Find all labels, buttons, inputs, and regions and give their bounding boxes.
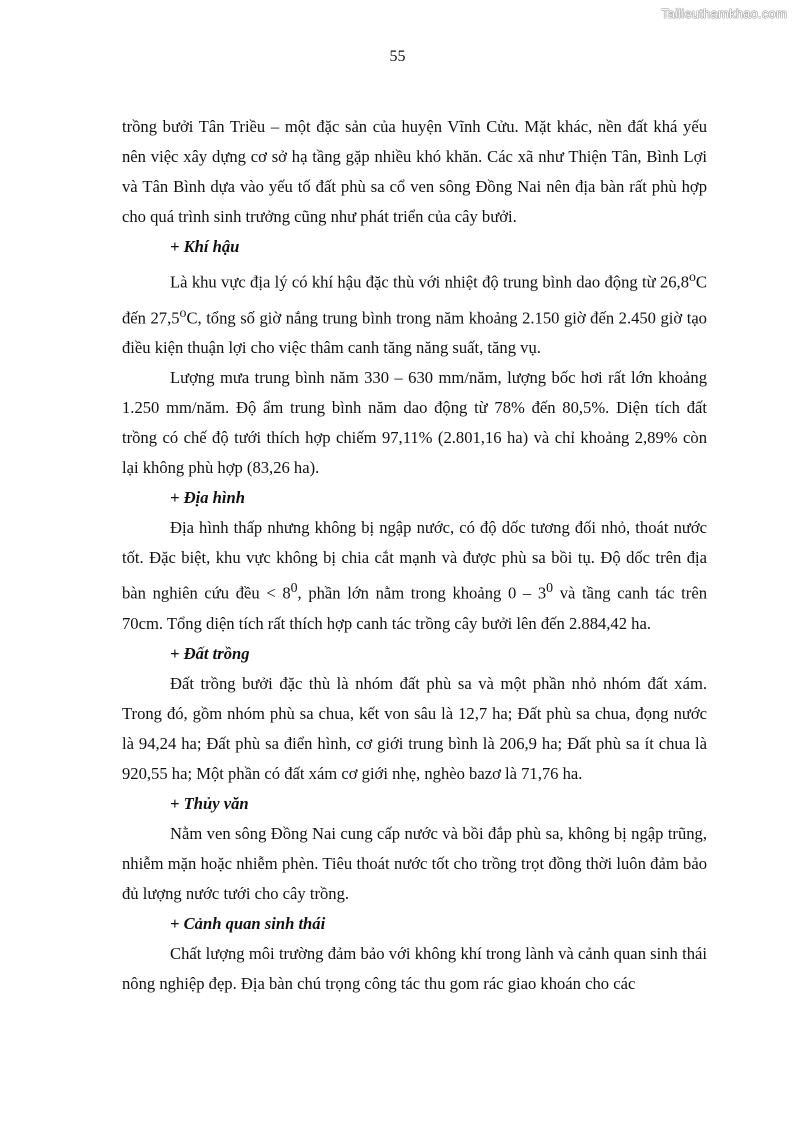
superscript: 0 — [290, 580, 298, 596]
page-number: 55 — [389, 48, 406, 65]
paragraph-dat-trong: Đất trồng bưởi đặc thù là nhóm đất phù sa và một phần nhỏ nhóm đất xám. Trong đó, gồm nhóm phù sa chua, kết von sâu là 12,7 ha; Đất phù sa chua, đọng nước là 94,24 ha; Đất phù sa điển hình, cơ giới trung bình là 206,9 ha; Đất phù sa ít chua là 920,55 ha; Một phần có đất xám cơ giới nhẹ, nghèo bazơ là 71,76 ha. — [122, 673, 707, 783]
text-segment: Địa hình thấp nhưng không bị ngập nước, có độ dốc tương đối nhỏ, thoát nước tốt. Đặc biệt, khu vực không bị chia cắt mạnh và được phù sa bồi tụ. Độ dốc trên địa bàn nghiên cứu đều < 8 — [122, 518, 707, 603]
paragraph-khi-hau-rainfall: Lượng mưa trung bình năm 330 – 630 mm/năm, lượng bốc hơi rất lớn khoảng 1.250 mm/năm. Độ ẩm trung bình năm dao động từ 78% đến 80,5%. Diện tích đất trồng có chế độ tưới thích hợp chiếm 97,11% (2.801,16 ha) và chỉ khoảng 2,89% còn lại không phù hợp (83,26 ha). — [122, 368, 707, 478]
paragraph-canh-quan: Chất lượng môi trường đảm bảo với không khí trong lành và cảnh quan sinh thái nông nghiệp đẹp. Địa bàn chú trọng công tác thu gom rác giao khoán cho các — [122, 943, 707, 993]
heading-khi-hau: + Khí hậu — [170, 237, 240, 256]
text-segment: Là khu vực địa lý có khí hậu đặc thù với nhiệt độ trung bình dao động từ 26,8 — [170, 272, 689, 292]
superscript: o — [179, 304, 187, 320]
document-body — [122, 112, 707, 999]
heading-canh-quan: + Cảnh quan sinh thái — [170, 913, 326, 933]
watermark: Tailieuthamkhao.com — [661, 6, 787, 21]
paragraph-intro: trồng bưởi Tân Triều – một đặc sản của huyện Vĩnh Cửu. Mặt khác, nền đất khá yếu nên việc xây dựng cơ sở hạ tầng gặp nhiều khó khăn. Các xã như Thiện Tân, Bình Lợi và Tân Bình dựa vào yếu tố đất phù sa cổ ven sông Đồng Nai nên địa bàn rất phù hợp cho quá trình sinh trưởng cũng như phát triển của cây bưởi. — [122, 117, 707, 226]
superscript: 0 — [546, 580, 554, 596]
heading-dia-hinh: + Địa hình — [170, 488, 245, 508]
heading-thuy-van: + Thủy văn — [170, 793, 249, 813]
text-segment: , phần lớn nằm trong khoảng 0 – 3 — [297, 583, 547, 603]
superscript: o — [689, 269, 696, 284]
heading-dat-trong: + Đất trồng — [170, 643, 250, 663]
text-segment: và tầng canh tác trên 70cm. Tổng diện tích rất thích hợp canh tác trồng cây bưởi lên đến 2.884,42 ha. — [122, 583, 707, 633]
text-segment: C, tổng số giờ nắng trung bình trong năm khoảng 2.150 giờ đến 2.450 giờ tạo điều kiện thuận lợi cho việc thâm canh tăng năng suất, tăng vụ. — [122, 308, 707, 358]
paragraph-khi-hau-temperature — [122, 262, 707, 363]
paragraph-thuy-van: Nằm ven sông Đồng Nai cung cấp nước và bồi đắp phù sa, không bị ngập trũng, nhiễm mặn hoặc nhiễm phèn. Tiêu thoát nước tốt cho trồng trọt đồng thời luôn đảm bảo đủ lượng nước tưới cho cây trồng. — [122, 823, 707, 903]
paragraph-dia-hinh — [122, 513, 707, 639]
text-segment: C đến 27,5 — [122, 272, 707, 328]
